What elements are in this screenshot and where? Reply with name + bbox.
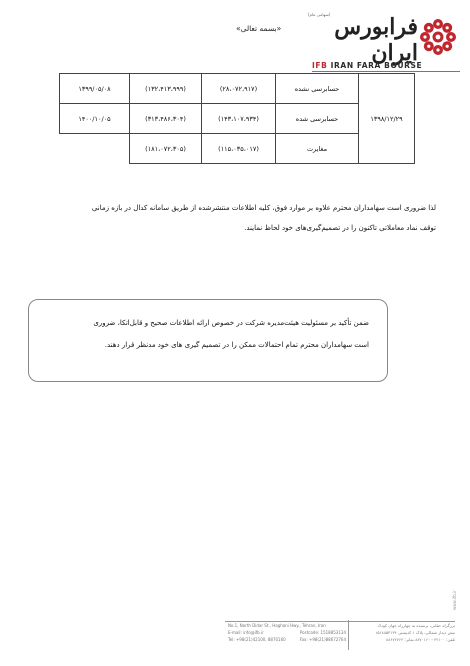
advisory-paragraph <box>40 198 436 238</box>
status-cell: حسابرسی شده <box>276 104 359 134</box>
disclaimer-line: است سهامداران محترم تمام احتمالات ممکن را در تصمیم گیری های خود مدنظر قرار دهند. <box>104 341 369 349</box>
footer-fa-line: تلفن: ۴۲۱۰۰ - ۸۸۷۰۱۶۰ نمابر: ۸۸۶۷۲۷۶۴ <box>386 637 455 642</box>
footer-column-divider <box>348 620 349 650</box>
footer-contact-en <box>228 622 346 643</box>
paragraph-line: توقف نماد معاملاتی تاکنون را در تصمیم‌گیری‌های خود لحاظ نمایند. <box>244 224 436 232</box>
header-divider <box>312 71 460 72</box>
logo-prefix: IFB <box>312 61 328 70</box>
footer-postcode: Postcode: 1518853134 <box>299 630 346 635</box>
status-cell: مغایرت <box>276 134 359 164</box>
value-cell: (۲۸،۰۷۲،۹۱۷) <box>202 74 276 104</box>
status-cell: حسابرسی نشده <box>276 74 359 104</box>
flower-logo-icon <box>417 16 459 58</box>
paragraph-line: لذا ضروری است سهامداران محترم علاوه بر موارد فوق، کلیه اطلاعات منتشرشده از طریق سامانه کدال در بازه زمانی <box>91 204 436 212</box>
logo-name-fa: فرابورس ایران <box>334 14 418 66</box>
table-row <box>60 74 415 104</box>
footer-fa-line: نبش دیدار شمالی، پلاک ۱ کدپستی ۱۵۱۸۸۵۳۱۳۴ <box>375 630 455 635</box>
logo-name-en <box>312 61 422 70</box>
period-date-cell: ۱۳۹۸/۱۲/۲۹ <box>359 74 415 164</box>
side-website <box>452 490 462 620</box>
logo-name-en-text: IRAN FARA BOURSE <box>327 61 423 70</box>
value-cell: (۱۸۱،۰۷۲،۳۰۵) <box>130 134 202 164</box>
value-cell: (۱۳۲،۴۱۳،۹۹۹) <box>130 74 202 104</box>
footer-contact-fa <box>351 622 455 643</box>
disclaimer-box <box>28 299 388 382</box>
value-cell: (۱۴۳،۱۰۷،۹۳۴) <box>202 104 276 134</box>
footer-fa-line: بزرگراه حقانی، نرسیده به چهارراه جهان کودک <box>377 623 455 628</box>
footer-tel: Tel: +98(21)42100, 8870160 <box>228 637 286 642</box>
footer-email: E-mail: info@ifb.ir <box>228 630 264 635</box>
disclaimer-line: ضمن تأکید بر مسئولیت هیئت‌مدیره شرکت در خصوص ارائه اطلاعات صحیح و قابل‌اتکا، ضروری <box>93 319 369 327</box>
empty-cell <box>60 134 130 164</box>
website-text: www.ifb.ir <box>452 590 457 610</box>
logo-name <box>300 14 418 66</box>
date-cell: ۱۴۰۰/۱۰/۰۵ <box>60 104 130 134</box>
footer-fax: Fax: +98(21)88672764 <box>299 637 346 642</box>
logo-subtitle: (سهامی عام) <box>308 12 331 17</box>
value-cell: (۱۱۵،۰۳۵،۰۱۷) <box>202 134 276 164</box>
footer-address: No.1, North Didar St., Haghani Hwy., Tehran, Iran <box>228 623 326 628</box>
financial-table <box>59 73 415 164</box>
invocation-text: «بسمه تعالی» <box>236 24 282 33</box>
value-cell: (۳۱۳،۴۸۶،۳۰۴) <box>130 104 202 134</box>
date-cell: ۱۳۹۹/۰۵/۰۸ <box>60 74 130 104</box>
